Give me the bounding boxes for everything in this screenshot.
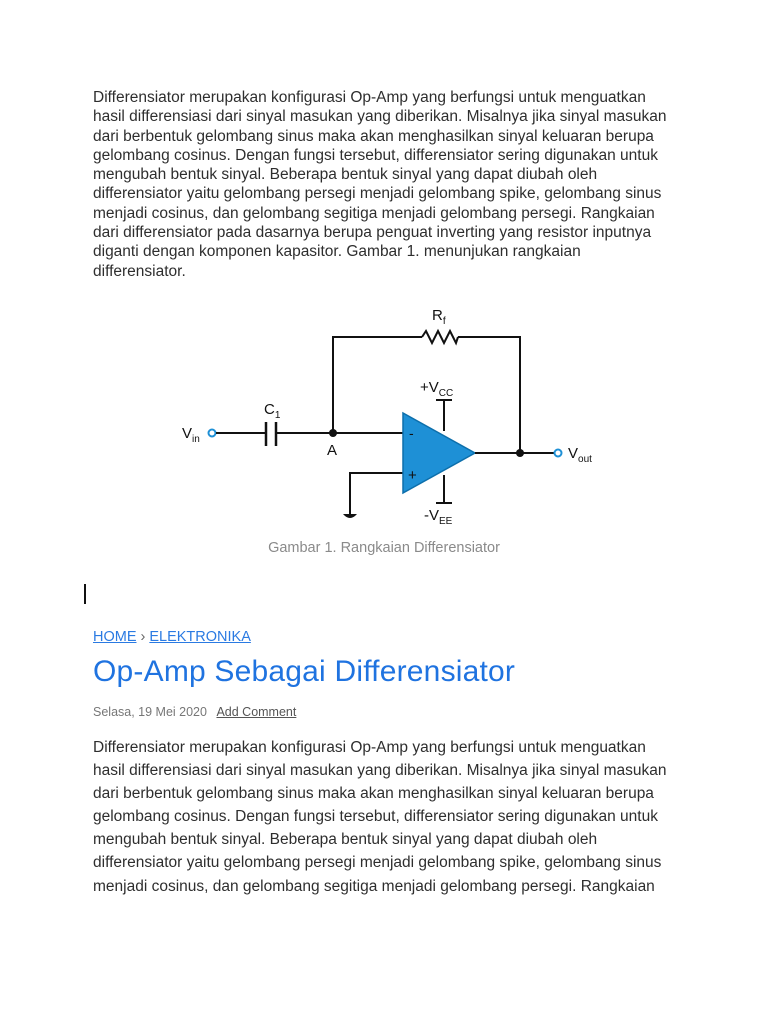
breadcrumb-category-link[interactable]: ELEKTRONIKA: [149, 629, 251, 645]
post-meta: [93, 705, 296, 719]
vin-label: $V_{in}$: [182, 425, 200, 445]
capacitor-label: $C_1$: [264, 401, 281, 421]
node-a-dot: [329, 429, 337, 437]
figure-caption: Gambar 1. Rangkaian Differensiator: [268, 540, 500, 556]
resistor-rf: [422, 331, 458, 343]
add-comment-link[interactable]: Add Comment: [216, 705, 297, 719]
breadcrumb-separator: ›: [140, 629, 146, 645]
post-date: Selasa, 19 Mei 2020: [93, 705, 207, 719]
output-node-dot: [516, 449, 524, 457]
ground-wire: [350, 473, 403, 514]
vcc-label: $+V_{CC}$: [420, 379, 454, 399]
text-cursor: [84, 584, 86, 604]
differentiator-circuit-diagram: [170, 300, 610, 530]
vin-terminal: [209, 430, 216, 437]
noninverting-input-sign: +: [408, 467, 417, 484]
post-title: Op-Amp Sebagai Differensiator: [93, 655, 516, 688]
breadcrumb: [93, 629, 251, 645]
vout-label: $V_{out}$: [568, 445, 592, 465]
inverting-input-sign: -: [409, 425, 414, 441]
vout-terminal: [555, 450, 562, 457]
intro-paragraph: Differensiator merupakan konfigurasi Op-Amp yang berfungsi untuk menguatkan hasil differensiasi dari sinyal masukan yang diberikan. Misalnya jika sinyal masukan dari berbentuk gelombang sinus maka akan menghasilkan sinyal keluaran berupa gelombang cosinus. Dengan fungsi tersebut, differensiator sering digunakan untuk mengubah bentuk sinyal. Beberapa bentuk sinyal yang dapat diubah oleh differensiator yaitu gelombang persegi menjadi gelombang spike, gelombang sinus menjadi cosinus, dan gelombang segitiga menjadi gelombang persegi. Rangkaian dari differensiator pada dasarnya berupa penguat inverting yang resistor inputnya diganti dengan komponen kapasitor. Gambar 1. menunjukan rangkaian differensiator.: [93, 89, 667, 280]
breadcrumb-home-link[interactable]: HOME: [93, 629, 137, 645]
body-paragraph: Differensiator merupakan konfigurasi Op-Amp yang berfungsi untuk menguatkan hasil differensiasi dari sinyal masukan yang diberikan. Misalnya jika sinyal masukan dari berbentuk gelombang sinus maka akan menghasilkan sinyal keluaran berupa gelombang cosinus. Dengan fungsi tersebut, differensiator sering digunakan untuk mengubah bentuk sinyal. Beberapa bentuk sinyal yang dapat diubah oleh differensiator yaitu gelombang persegi menjadi gelombang spike, gelombang sinus menjadi cosinus, dan gelombang segitiga menjadi gelombang persegi. Rangkaian: [93, 739, 667, 895]
node-a-label: A: [327, 442, 338, 459]
vee-label: $-V_{EE}$: [424, 507, 453, 527]
ground-symbol: [343, 514, 357, 518]
resistor-label: $R_f$: [432, 307, 446, 327]
